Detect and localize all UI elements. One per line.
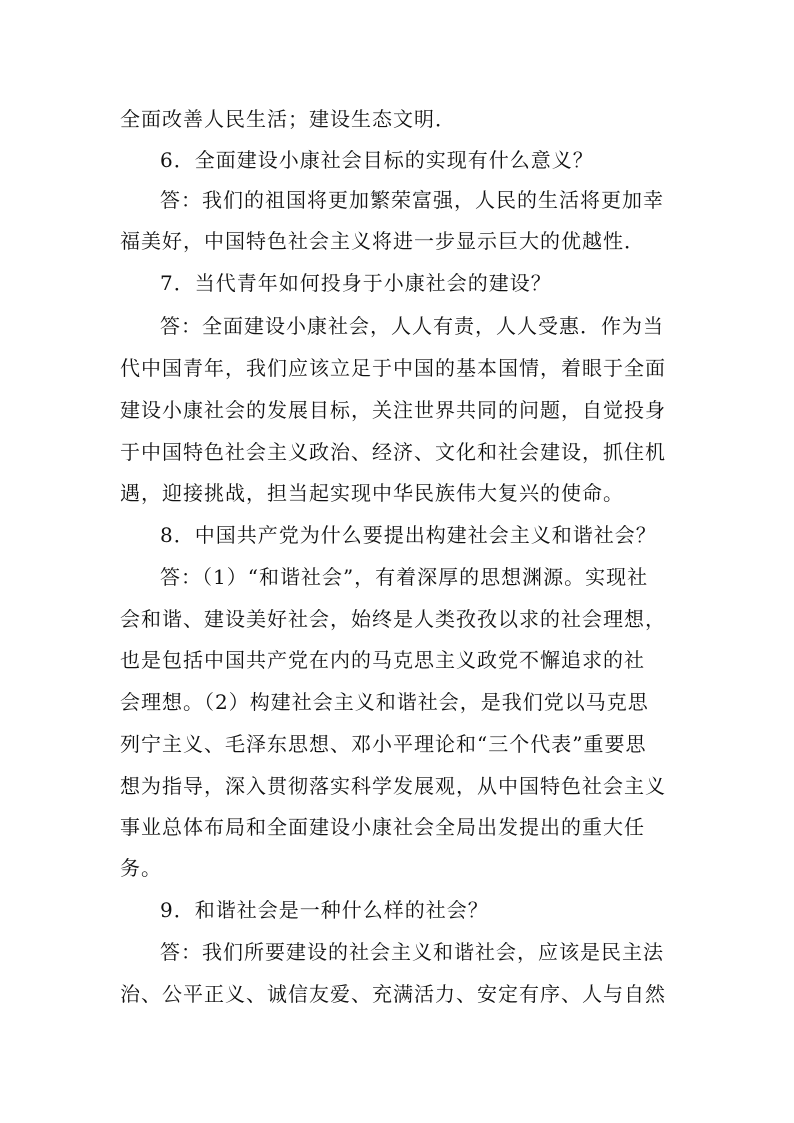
question-6: 6．全面建设小康社会目标的实现有什么意义？ — [160, 148, 594, 172]
question-9: 9．和谐社会是一种什么样的社会？ — [160, 898, 489, 922]
answer-8-line-5: 列宁主义、毛泽东思想、邓小平理论和“三个代表”重要思 — [120, 732, 647, 756]
answer-6-line-1: 答：我们的祖国将更加繁荣富强，人民的生活将更加幸 — [160, 188, 664, 212]
answer-7-line-5: 遇，迎接挑战，担当起实现中华民族伟大复兴的使命。 — [120, 481, 624, 505]
question-8: 8．中国共产党为什么要提出构建社会主义和谐社会？ — [160, 523, 657, 547]
answer-8-line-7: 事业总体布局和全面建设小康社会全局出发提出的重大任 — [120, 815, 645, 839]
answer-8-line-2: 会和谐、建设美好社会，始终是人类孜孜以求的社会理想， — [120, 607, 666, 631]
answer-8-line-8: 务。 — [120, 856, 162, 880]
answer-6-line-2: 福美好，中国特色社会主义将进一步显示巨大的优越性． — [120, 229, 645, 253]
answer-7-line-1: 答：全面建设小康社会，人人有责，人人受惠．作为当 — [160, 314, 664, 338]
answer-8-line-1: 答：（1）“和谐社会”，有着深厚的思想渊源。实现社 — [160, 565, 649, 589]
question-7: 7．当代青年如何投身于小康社会的建设？ — [160, 271, 552, 295]
text-line: 全面改善人民生活；建设生态文明． — [120, 107, 456, 131]
answer-8-line-3: 也是包括中国共产党在内的马克思主义政党不懈追求的社 — [120, 648, 645, 672]
answer-9-line-1: 答：我们所要建设的社会主义和谐社会，应该是民主法 — [160, 940, 664, 964]
answer-7-line-2: 代中国青年，我们应该立足于中国的基本国情，着眼于全面 — [120, 356, 666, 380]
answer-7-line-3: 建设小康社会的发展目标，关注世界共同的问题，自觉投身 — [120, 398, 666, 422]
answer-7-line-4: 于中国特色社会主义政治、经济、文化和社会建设，抓住机 — [120, 440, 666, 464]
answer-8-line-6: 想为指导，深入贯彻落实科学发展观，从中国特色社会主义 — [120, 774, 666, 798]
answer-9-line-2: 治、公平正义、诚信友爱、充满活力、安定有序、人与自然 — [120, 982, 666, 1006]
answer-8-line-4: 会理想。（2）构建社会主义和谐社会，是我们党以马克思 — [120, 690, 649, 714]
